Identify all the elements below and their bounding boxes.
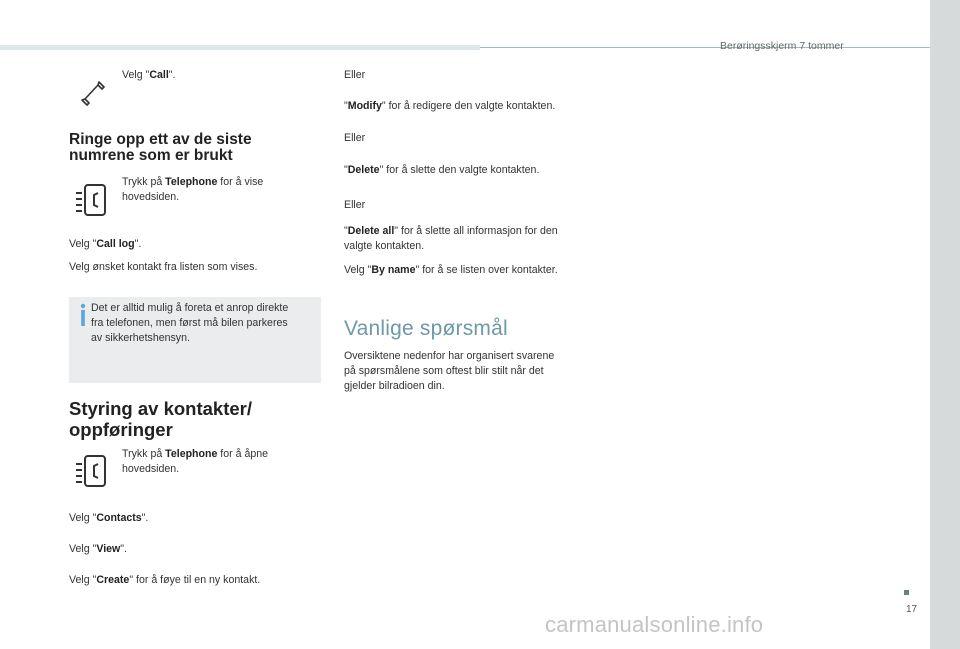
or-label: Eller <box>344 69 366 81</box>
running-header: Berøringsskjerm 7 tommer <box>720 40 844 52</box>
faq-text: Oversiktene nedenfor har organisert svarene på spørsmålene som oftest blir stilt når det gjelder bilradioen din. <box>344 350 555 392</box>
call-step: Velg "Call". <box>122 69 176 81</box>
contacts-step-telephone: Trykk på Telephone for å åpne hovedsiden. <box>122 448 269 475</box>
top-rule <box>0 45 480 50</box>
phone-icon <box>74 454 108 488</box>
faq-heading: Vanlige spørsmål <box>344 317 508 340</box>
recent-numbers-heading: Ringe opp ett av de siste numrene som er brukt <box>69 131 252 164</box>
modify-step: "Modify" for å redigere den valgte kontakten. <box>344 100 556 112</box>
contacts-step-contacts: Velg "Contacts". <box>69 512 149 524</box>
info-box <box>69 297 321 383</box>
recent-step-telephone: Trykk på Telephone for å vise hovedsiden. <box>122 176 264 203</box>
page-number: 17 <box>906 604 918 615</box>
recent-step-select: Velg ønsket kontakt fra listen som vises. <box>69 261 258 273</box>
delete-step: "Delete" for å slette den valgte kontakten. <box>344 164 540 176</box>
info-text: Det er alltid mulig å foreta et anrop direkte fra telefonen, men først må bilen parkeres av sikkerhetshensyn. <box>91 302 289 344</box>
watermark: carmanualsonline.info <box>545 612 764 637</box>
side-tab-bar <box>930 0 960 649</box>
by-name-step: Velg "By name" for å se listen over kontakter. <box>344 264 558 276</box>
phone-icon <box>74 183 108 217</box>
contacts-step-create: Velg "Create" for å føye til en ny kontakt. <box>69 574 261 586</box>
page-marker <box>904 590 909 595</box>
handset-icon <box>78 78 106 106</box>
or-label: Eller <box>344 132 366 144</box>
contacts-heading: Styring av kontakter/ oppføringer <box>69 398 253 440</box>
or-label: Eller <box>344 199 366 211</box>
recent-step-call-log: Velg "Call log". <box>69 238 142 250</box>
delete-all-step: "Delete all" for å slette all informasjon for den valgte kontakten. <box>344 225 558 252</box>
contacts-step-view: Velg "View". <box>69 543 127 555</box>
info-icon <box>76 303 90 327</box>
